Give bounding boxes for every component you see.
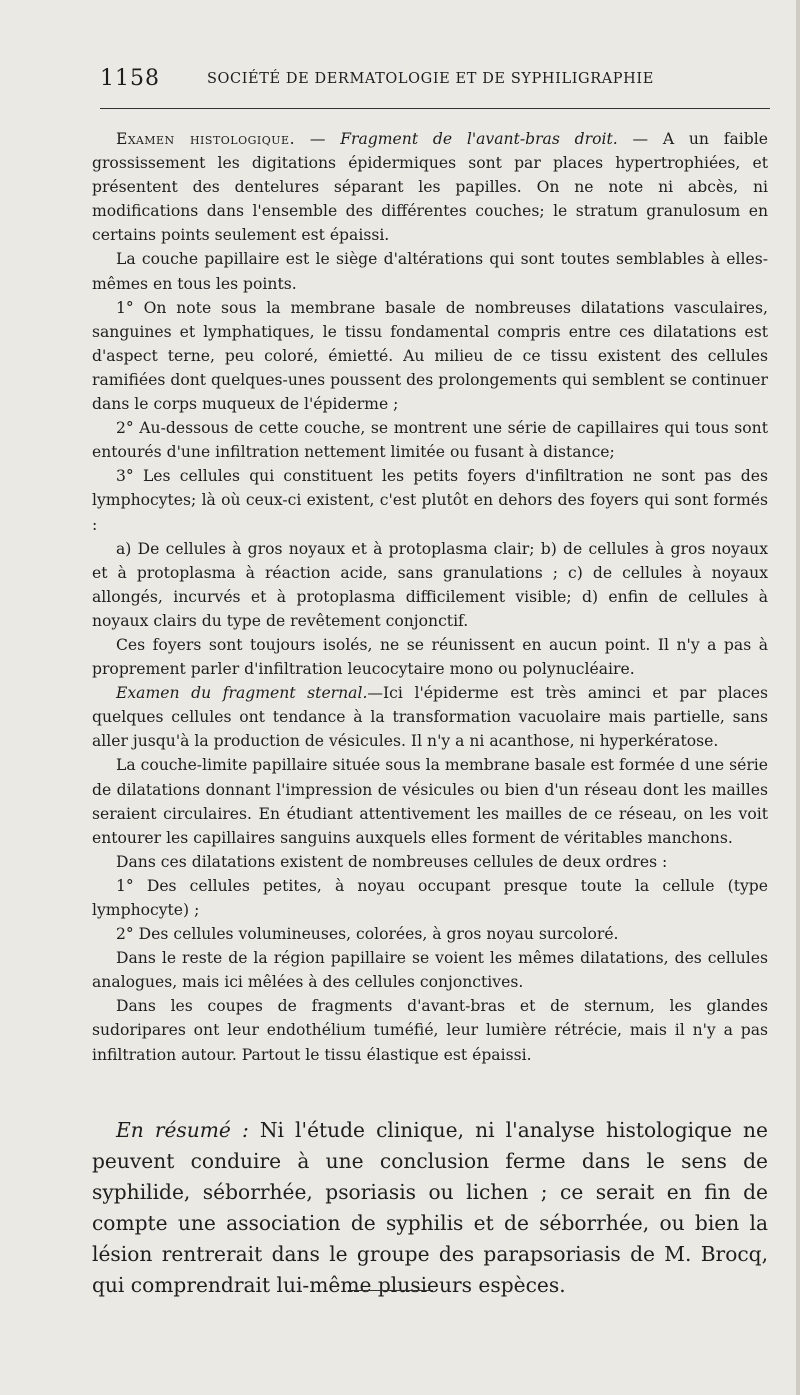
paragraph-examen-sternal (92, 681, 768, 753)
header-rule (100, 108, 770, 109)
specimen-label: Fragment de l'avant-bras droit. (340, 130, 618, 148)
summary-section (92, 1115, 768, 1301)
paragraph: Dans les coupes de fragments d'avant-bras et de sternum, les glandes sudoripares ont leur endothélium tuméfié, leur lumière rétrécie, mais il n'y a pas infiltration autour. Partout le tissu élastique est épaissi. (92, 997, 768, 1064)
specimen-label: Examen du fragment sternal. (116, 684, 368, 703)
summary-text: Ni l'étude clinique, ni l'analyse histologique ne peuvent conduire à une conclusion ferme dans le sens de syphilide, séborrhée, psoriasis ou lichen ; ce serait en fin de compte une association de syphilis et de séborrhée, ou bien la lésion rentrerait dans le groupe des parapsoriasis de M. Brocq, qui comprendrait lui-même plusieurs espèces. (92, 1118, 768, 1297)
page-edge (796, 0, 800, 1395)
paragraph: a) De cellules à gros noyaux et à protoplasma clair; b) de cellules à gros noyaux et à protoplasma à réaction acide, sans granulations ; c) de cellules à noyaux allongés, incurvés et à protoplasma difficilement visible; d) enfin de cellules à noyaux clairs du type de revêtement conjonctif. (92, 539, 768, 630)
paragraph: 1° Des cellules petites, à noyau occupant presque toute la cellule (type lymphocyte) ; (92, 876, 768, 919)
paragraph-examen-histologique (92, 127, 768, 247)
paragraph: La couche-limite papillaire située sous la membrane basale est formée d une série de dilatations donnant l'impression de vésicules ou bien d'un réseau dont les mailles seraient circulaires. En étudiant attentivement les mailles de ce réseau, on les voit entourer les capillaires sanguins auxquels elles forment de véritables manchons. (92, 756, 768, 847)
paragraph: 2° Des cellules volumineuses, colorées, à gros noyau surcoloré. (116, 925, 619, 944)
paragraph-text: — A un faible grossissement les digitations épidermiques sont par places hypertrophiées, et présentent des dentelures séparant les papilles. On ne note ni abcès, ni modifications dans l'ensemble des différentes couches; le stratum granulosum en certains points seulement est épaissi. (92, 130, 768, 245)
summary-label: En résumé : (116, 1118, 249, 1142)
em-dash-separator: — (295, 130, 341, 148)
paragraph: Ces foyers sont toujours isolés, ne se réunissent en aucun point. Il n'y a pas à proprement parler d'infiltration leucocytaire mono ou polynucléaire. (92, 635, 768, 679)
page-number: 1158 (100, 66, 160, 91)
end-rule (348, 1290, 433, 1291)
paragraph: Dans ces dilatations existent de nombreuses cellules de deux ordres : (116, 852, 668, 871)
paragraph: 1° On note sous la membrane basale de nombreuses dilatations vasculaires, sanguines et lymphatiques, le tissu fondamental compris entre ces dilatations est d'aspect terne, peu coloré, émietté. Au milieu de ce tissu existent des cellules ramifiées dont quelques-unes poussent des prolongements qui semblent se continuer dans le corps muqueux de l'épiderme ; (92, 298, 768, 414)
paragraph: Dans le reste de la région papillaire se voient les mêmes dilatations, des cellules analogues, mais ici mêlées à des cellules conjonctives. (92, 949, 768, 992)
paragraph: La couche papillaire est le siège d'altérations qui sont toutes semblables à elles-mêmes en tous les points. (92, 250, 768, 293)
summary-paragraph (92, 1115, 768, 1301)
paragraph-text: —Ici l'épiderme est très aminci et par places quelques cellules ont tendance à la transformation vacuolaire mais partielle, sans aller jusqu'à la production de vésicules. Il n'y a ni acanthose, ni hyperkératose. (92, 684, 768, 751)
paragraph: 2° Au-dessous de cette couche, se montrent une série de capillaires qui tous sont entourés d'une infiltration nettement limitée ou fusant à distance; (92, 419, 768, 462)
paragraph: 3° Les cellules qui constituent les petits foyers d'infiltration ne sont pas des lymphocytes; là où ceux-ci existent, c'est plutôt en dehors des foyers qui sont formés : (92, 467, 768, 534)
running-head-title: SOCIÉTÉ DE DERMATOLOGIE ET DE SYPHILIGRAPHIE (207, 71, 654, 87)
section-lead: Examen histologique. (116, 130, 296, 148)
running-header (100, 66, 770, 96)
body-text (92, 127, 768, 1067)
